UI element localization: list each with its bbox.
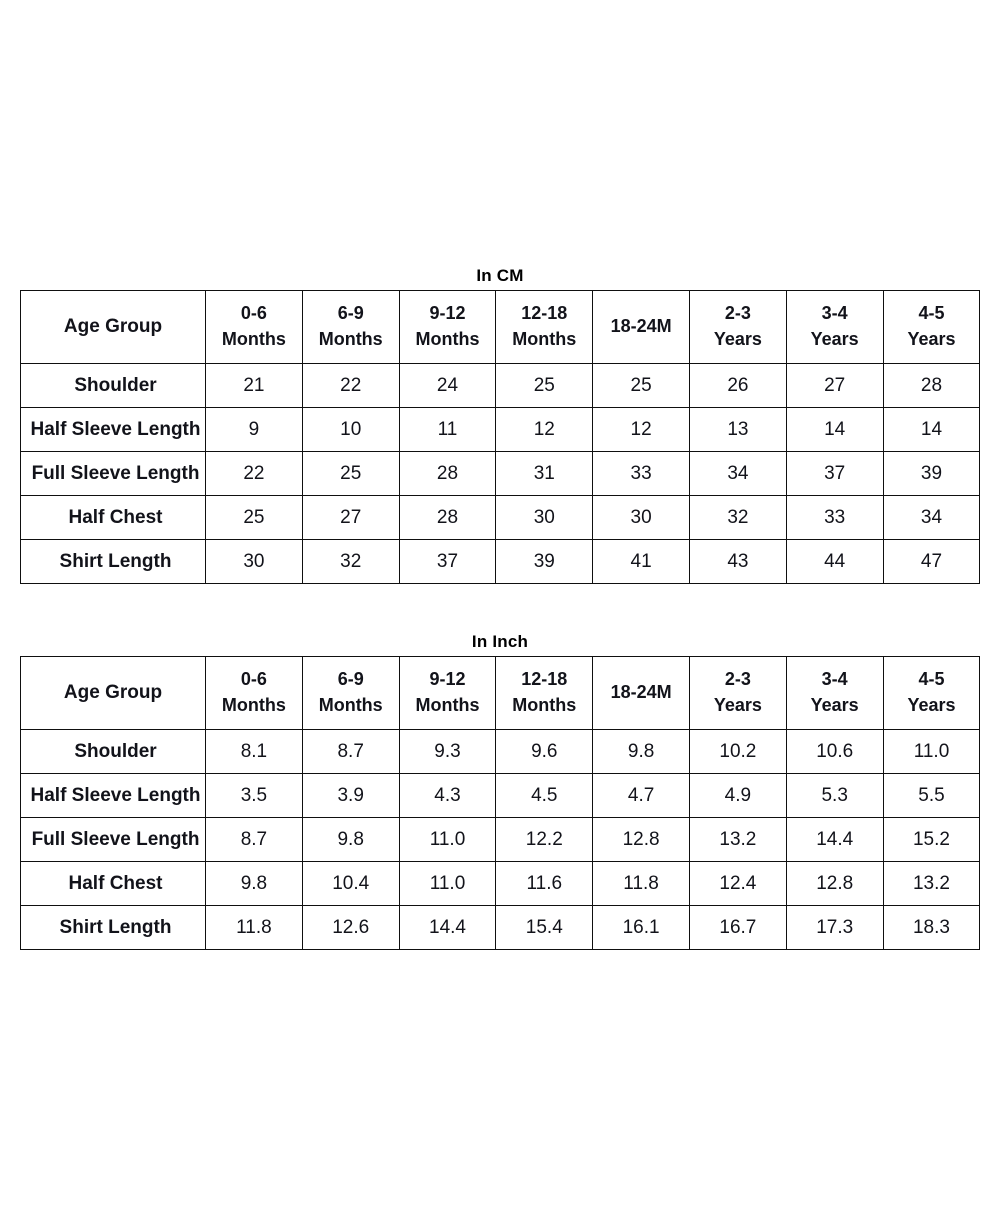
size-table-block-cm [20,266,980,584]
table-cell: 47 [883,540,980,584]
column-header-12-18-months [496,291,593,364]
table-cell: 39 [496,540,593,584]
table-cell: 15.4 [496,906,593,950]
table-row [21,408,980,452]
table-cell: 11.8 [206,906,303,950]
column-header-3-4-years [786,291,883,364]
column-header-line1: 3-4 [821,303,848,324]
row-label-half-chest: Half Chest [21,496,206,540]
table-cell: 27 [786,364,883,408]
table-row [21,774,980,818]
table-cell: 37 [399,540,496,584]
table-cell: 16.1 [593,906,690,950]
table-cell: 14.4 [399,906,496,950]
table-title-cm: In CM [476,266,524,285]
column-header-line2: Years [810,695,859,715]
table-cell: 34 [883,496,980,540]
column-header-line1: 4-5 [918,669,945,690]
column-header-2-3-years [689,291,786,364]
table-cell: 25 [496,364,593,408]
table-cell: 43 [689,540,786,584]
column-header-line2: Months [512,695,577,715]
column-header-line2: Months [318,329,383,349]
table-cell: 28 [399,452,496,496]
row-label-shoulder: Shoulder [21,364,206,408]
table-cell: 15.2 [883,818,980,862]
column-header-line1: 3-4 [821,669,848,690]
table-cell: 10.6 [786,730,883,774]
column-header-line2: Months [221,329,286,349]
table-cell: 32 [689,496,786,540]
column-header-0-6-months [206,291,303,364]
column-header-line2: Months [221,695,286,715]
table-row [21,540,980,584]
column-header-line1: 12-18 [521,303,568,324]
table-cell: 9 [206,408,303,452]
table-cell: 41 [593,540,690,584]
table-cell: 21 [206,364,303,408]
row-label-shirt-length: Shirt Length [21,540,206,584]
row-label-shoulder: Shoulder [21,730,206,774]
column-header-line1: 12-18 [521,669,568,690]
column-header-3-4-years [786,657,883,730]
table-cell: 12.6 [302,906,399,950]
column-header-line1: 0-6 [240,303,267,324]
column-header-line2: Years [713,695,762,715]
column-header-18-24m [593,657,690,730]
table-cell: 24 [399,364,496,408]
table-cell: 14 [786,408,883,452]
table-cell: 11 [399,408,496,452]
column-header-line1: 4-5 [918,303,945,324]
table-cell: 11.0 [399,818,496,862]
table-cell: 9.8 [206,862,303,906]
table-title-inch: In Inch [471,632,529,651]
column-header-line2: Months [415,695,480,715]
table-cell: 4.7 [593,774,690,818]
table-cell: 28 [399,496,496,540]
column-header-18-24m [593,291,690,364]
table-cell: 14 [883,408,980,452]
table-cell: 9.3 [399,730,496,774]
column-header-12-18-months [496,657,593,730]
table-cell: 33 [593,452,690,496]
table-cell: 30 [206,540,303,584]
table-row [21,818,980,862]
table-cell: 12.4 [689,862,786,906]
table-cell: 22 [302,364,399,408]
row-label-shirt-length: Shirt Length [21,906,206,950]
column-header-line1: 0-6 [240,669,267,690]
column-header-4-5-years [883,291,980,364]
row-label-half-chest: Half Chest [21,862,206,906]
table-header-row [21,291,980,364]
table-cell: 4.5 [496,774,593,818]
table-row [21,862,980,906]
column-header-2-3-years [689,657,786,730]
table-cell: 30 [593,496,690,540]
table-cell: 27 [302,496,399,540]
table-cell: 22 [206,452,303,496]
table-cell: 8.1 [206,730,303,774]
table-cell: 12.8 [593,818,690,862]
table-cell: 34 [689,452,786,496]
row-label-half-sleeve-length: Half Sleeve Length [21,408,206,452]
table-cell: 12.2 [496,818,593,862]
table-row [21,364,980,408]
table-cell: 9.6 [496,730,593,774]
row-label-full-sleeve-length: Full Sleeve Length [21,452,206,496]
table-cell: 32 [302,540,399,584]
table-cell: 3.5 [206,774,303,818]
table-cell: 11.0 [883,730,980,774]
column-header-line1: 6-9 [337,669,364,690]
table-cell: 44 [786,540,883,584]
table-cell: 26 [689,364,786,408]
size-table-cm [20,290,980,584]
column-header-age-group: Age Group [21,291,206,364]
column-header-line1: 2-3 [724,303,751,324]
table-row [21,496,980,540]
table-cell: 13.2 [883,862,980,906]
table-cell: 9.8 [593,730,690,774]
row-label-full-sleeve-length: Full Sleeve Length [21,818,206,862]
column-header-9-12-months [399,291,496,364]
column-header-4-5-years [883,657,980,730]
table-cell: 25 [302,452,399,496]
table-row [21,730,980,774]
table-cell: 13 [689,408,786,452]
table-cell: 8.7 [302,730,399,774]
column-header-9-12-months [399,657,496,730]
table-cell: 28 [883,364,980,408]
column-header-line2: Months [512,329,577,349]
table-cell: 33 [786,496,883,540]
column-header-line1: 2-3 [724,669,751,690]
column-header-6-9-months [302,291,399,364]
column-header-0-6-months [206,657,303,730]
table-cell: 30 [496,496,593,540]
column-header-line1: 9-12 [429,303,466,324]
column-header-line2: Years [907,329,956,349]
table-cell: 4.9 [689,774,786,818]
column-header-line2: Years [907,695,956,715]
table-cell: 14.4 [786,818,883,862]
table-row [21,906,980,950]
table-cell: 5.3 [786,774,883,818]
table-cell: 37 [786,452,883,496]
table-cell: 10 [302,408,399,452]
table-header-row [21,657,980,730]
table-row [21,452,980,496]
table-cell: 11.0 [399,862,496,906]
table-cell: 4.3 [399,774,496,818]
table-cell: 12.8 [786,862,883,906]
row-label-half-sleeve-length: Half Sleeve Length [21,774,206,818]
table-cell: 11.8 [593,862,690,906]
column-header-line2: Years [810,329,859,349]
table-cell: 3.9 [302,774,399,818]
column-header-6-9-months [302,657,399,730]
table-cell: 13.2 [689,818,786,862]
table-cell: 10.4 [302,862,399,906]
column-header-line1: 9-12 [429,669,466,690]
table-cell: 11.6 [496,862,593,906]
table-cell: 5.5 [883,774,980,818]
table-cell: 25 [593,364,690,408]
table-cell: 17.3 [786,906,883,950]
column-header-line2: Months [415,329,480,349]
table-cell: 18.3 [883,906,980,950]
column-header-line1: 6-9 [337,303,364,324]
table-cell: 16.7 [689,906,786,950]
table-cell: 10.2 [689,730,786,774]
table-cell: 9.8 [302,818,399,862]
column-header-line1: 18-24M [610,682,672,703]
table-cell: 12 [496,408,593,452]
column-header-line1: 18-24M [610,316,672,337]
column-header-line2: Months [318,695,383,715]
table-cell: 31 [496,452,593,496]
size-table-block-inch [20,632,980,950]
table-cell: 12 [593,408,690,452]
column-header-age-group: Age Group [21,657,206,730]
table-cell: 25 [206,496,303,540]
table-cell: 39 [883,452,980,496]
size-table-inch [20,656,980,950]
table-cell: 8.7 [206,818,303,862]
column-header-line2: Years [713,329,762,349]
